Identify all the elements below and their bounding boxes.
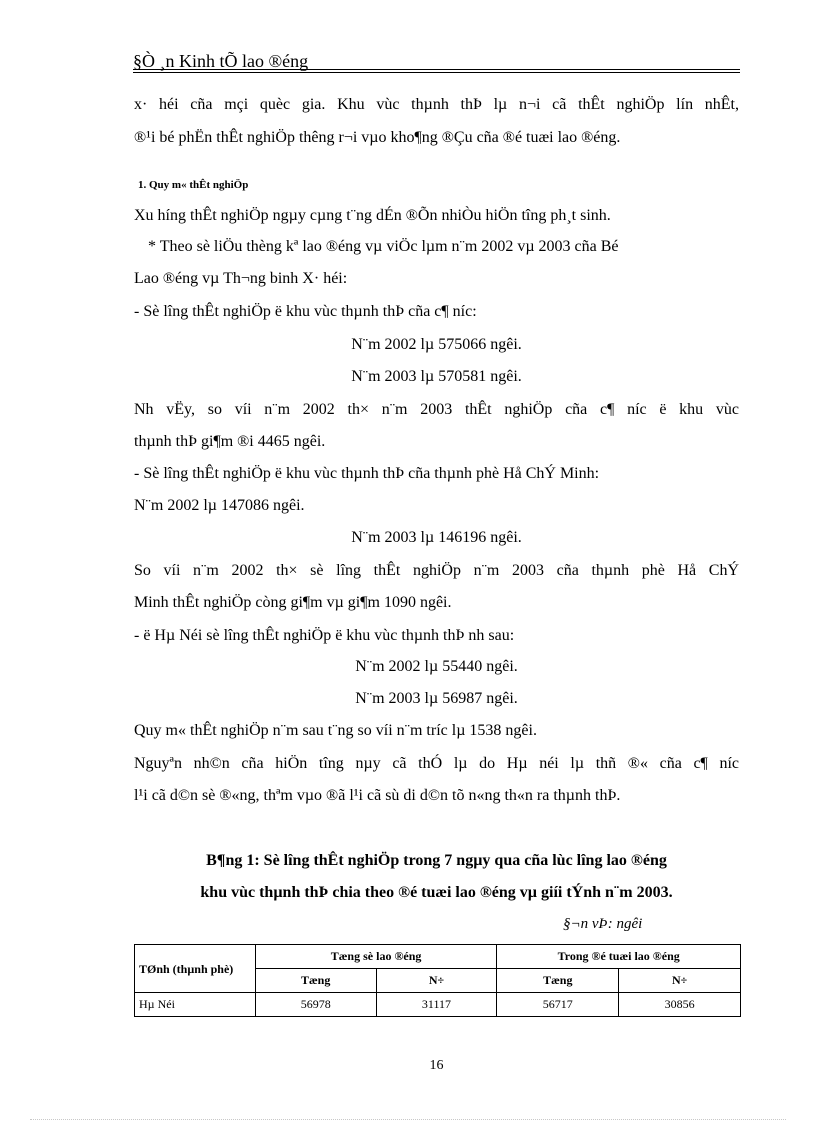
page-bottom-divider bbox=[30, 1119, 786, 1120]
table-cell-total-female: 31117 bbox=[376, 993, 497, 1017]
paragraph-line: Nguyªn nh©n cña hiÖn tîng nµy cã thÓ lµ do Hµ néi lµ thñ ®« cña c¶ níc bbox=[134, 755, 739, 772]
table-cell-total-all: 56978 bbox=[255, 993, 376, 1017]
paragraph-line: Xu híng thÊt nghiÖp ngµy cµng t¨ng dÉn ®Õn nhiÒu hiÖn tîng ph¸t sinh. bbox=[134, 207, 611, 224]
table-unit-label: §¬n vÞ: ngêi bbox=[563, 916, 643, 932]
paragraph-line: - Sè lîng thÊt nghiÖp ë khu vùc thµnh thÞ cña c¶ níc: bbox=[134, 303, 477, 320]
paragraph-line: x· héi cña mçi quèc gia. Khu vùc thµnh thÞ lµ n¬i cã thÊt nghiÖp lín nhÊt, bbox=[134, 96, 739, 113]
table-header-total: Tæng bbox=[497, 969, 619, 993]
paragraph-line: Lao ®éng vµ Th¬ng binh X· héi: bbox=[134, 270, 348, 287]
table-header-female: N÷ bbox=[376, 969, 497, 993]
paragraph-line: ®¹i bé phËn thÊt nghiÖp thêng r¬i vµo kho¶ng ®Çu cña ®é tuæi lao ®éng. bbox=[134, 129, 621, 146]
paragraph-line: N¨m 2002 lµ 575066 ngêi. bbox=[351, 336, 522, 353]
paragraph-line: N¨m 2002 lµ 147086 ngêi. bbox=[134, 497, 305, 514]
table-row bbox=[135, 993, 741, 1017]
paragraph-line: Quy m« thÊt nghiÖp n¨m sau t¨ng so víi n¨m tríc lµ 1538 ngêi. bbox=[134, 722, 537, 739]
paragraph-line: So víi n¨m 2002 th× sè lîng thÊt nghiÖp n¨m 2003 cña thµnh phè Hå ChÝ bbox=[134, 562, 739, 579]
paragraph-line: l¹i cã d©n sè ®«ng, thªm vµo ®ã l¹i cã sù di d©n tõ n«ng th«n ra thµnh thÞ. bbox=[134, 787, 621, 804]
header-divider-bottom bbox=[133, 72, 740, 73]
table-header-region: TØnh (thµnh phè) bbox=[135, 945, 256, 993]
table-cell-age-all: 56717 bbox=[497, 993, 619, 1017]
paragraph-line: * Theo sè liÖu thèng kª lao ®éng vµ viÖc lµm n¨m 2002 vµ 2003 cña Bé bbox=[148, 238, 619, 255]
table-header-total-labour: Tæng sè lao ®éng bbox=[255, 945, 497, 969]
section-heading: 1. Quy m« thÊt nghiÖp bbox=[138, 179, 249, 191]
table-caption: khu vùc thµnh thÞ chia theo ®é tuæi lao ®éng vµ giíi tÝnh n¨m 2003. bbox=[200, 884, 673, 901]
table-header-female: N÷ bbox=[619, 969, 741, 993]
table-header-total: Tæng bbox=[255, 969, 376, 993]
page-number: 16 bbox=[429, 1058, 444, 1073]
paragraph-line: N¨m 2003 lµ 56987 ngêi. bbox=[355, 690, 518, 707]
table-cell-age-female: 30856 bbox=[619, 993, 741, 1017]
paragraph-line: N¨m 2003 lµ 146196 ngêi. bbox=[351, 529, 522, 546]
paragraph-line: - Sè lîng thÊt nghiÖp ë khu vùc thµnh thÞ cña thµnh phè Hå ChÝ Minh: bbox=[134, 465, 600, 482]
paragraph-line: thµnh thÞ gi¶m ®i 4465 ngêi. bbox=[134, 433, 326, 450]
paragraph-line: Nh vËy, so víi n¨m 2002 th× n¨m 2003 thÊt nghiÖp cña c¶ níc ë khu vùc bbox=[134, 401, 739, 418]
paragraph-line: N¨m 2003 lµ 570581 ngêi. bbox=[351, 368, 522, 385]
header-divider-top bbox=[133, 69, 740, 70]
paragraph-line: Minh thÊt nghiÖp còng gi¶m vµ gi¶m 1090 ngêi. bbox=[134, 594, 452, 611]
paragraph-line: - ë Hµ Néi sè lîng thÊt nghiÖp ë khu vùc thµnh thÞ nh sau: bbox=[134, 627, 515, 644]
unemployment-table bbox=[134, 944, 741, 1017]
table-header-working-age: Trong ®é tuæi lao ®éng bbox=[497, 945, 741, 969]
table-header-row bbox=[135, 945, 741, 969]
document-header-title: §Ò ¸n Kinh tÕ lao ®éng bbox=[133, 51, 309, 71]
table-caption: B¶ng 1: Sè lîng thÊt nghiÖp trong 7 ngµy qua cña lùc lîng lao ®éng bbox=[206, 852, 667, 869]
paragraph-line: N¨m 2002 lµ 55440 ngêi. bbox=[355, 658, 518, 675]
table-cell-region: Hµ Néi bbox=[135, 993, 256, 1017]
